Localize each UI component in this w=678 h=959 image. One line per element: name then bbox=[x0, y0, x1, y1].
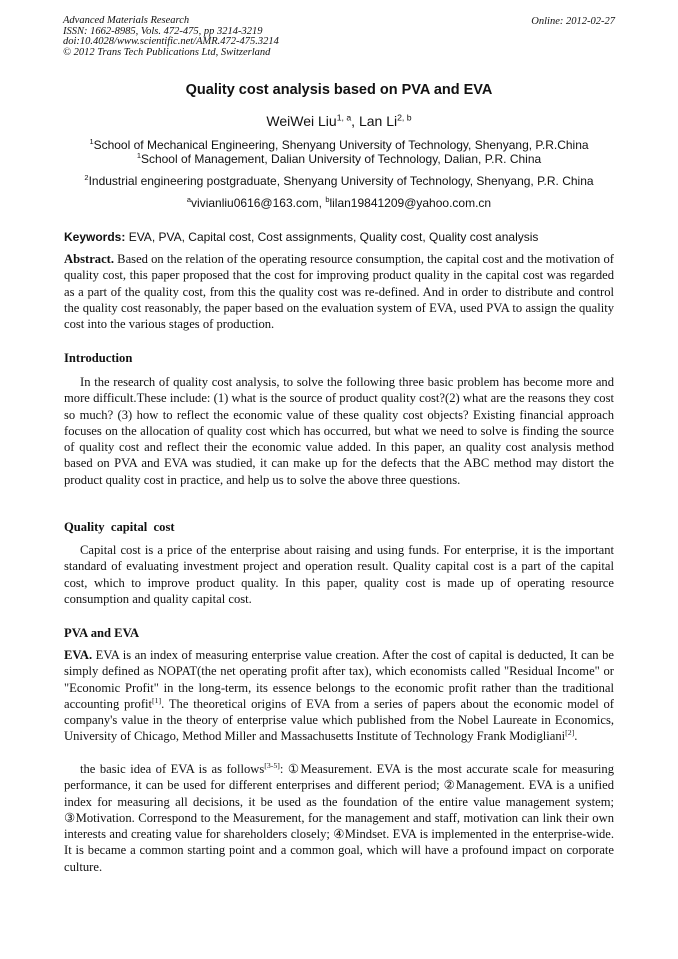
author-line bbox=[0, 113, 678, 129]
pva-eva-heading: PVA and EVA bbox=[64, 626, 140, 640]
affiliation-3-sup: 2 bbox=[84, 173, 89, 182]
affiliation-1 bbox=[0, 138, 678, 152]
abstract bbox=[64, 251, 614, 332]
copyright-line: © 2012 Trans Tech Publications Ltd, Switzerland bbox=[63, 46, 271, 58]
eva-basic-idea-paragraph bbox=[64, 761, 614, 875]
author-2-sup: 2, b bbox=[397, 112, 412, 123]
author-1-sup: 1, a bbox=[336, 112, 352, 123]
affiliation-2-sup: 1 bbox=[136, 151, 141, 160]
email-a-sup: a bbox=[186, 195, 192, 204]
affiliation-1-text: School of Mechanical Engineering, Shenyang University of Technology, Shenyang, P.R.China bbox=[93, 138, 589, 152]
affiliation-2-text: School of Management, Dalian University of Technology, Dalian, P.R. China bbox=[140, 152, 542, 166]
affiliation-3 bbox=[0, 174, 678, 188]
quality-capital-cost-text: Capital cost is a price of the enterprise about raising and using funds. For enterprise, it is the important standard of evaluating investment project and operation result. Quality capital cost is a part of the capital cost, which to improve product quality. In this paper, quality cost is made up of operating resource consumption and quality capital cost. bbox=[64, 543, 614, 606]
doi-line: doi:10.4028/www.scientific.net/AMR.472-475.3214 bbox=[63, 36, 279, 47]
email-b: lilan19841209@yahoo.com.cn bbox=[329, 196, 492, 210]
quality-capital-cost-heading: Quality capital cost bbox=[64, 520, 175, 534]
eva-text-3: . bbox=[574, 729, 578, 744]
abstract-text: Based on the relation of the operating resource consumption, the capital cost and the motivation of quality cost, this paper proposed that the cost for improving product quality in the capital cost was regarded as a part of the quality cost, from this the quality cost was re-defined. And in order to distribute and control the quality cost reasonably, the paper based on the evaluation system of EVA, used PVA to assign the quality cost into the various stages of production. bbox=[64, 252, 614, 332]
email-separator: , bbox=[318, 196, 326, 210]
basic-text-2: : ①Measurement. EVA is the most accurate scale for measuring performance, it can be used for different enterprises and different period; ②Management. EVA is a unified index for measuring all decisions, it be used as the foundation of the entire value management system; ③Motivation. Correspond to the Measurement, for the management and staff, motivation can link their own interests and creating value for shareholders closely; ④Mindset. EVA is implemented in the enterprise-wide. It is became a common starting point and a common goal, which will have a profound impact on corporate culture. bbox=[64, 762, 614, 874]
affiliation-3-text: Industrial engineering postgraduate, Shenyang University of Technology, Shenyang, P.R. China bbox=[88, 174, 594, 188]
introduction-heading: Introduction bbox=[64, 351, 133, 365]
affiliation-1-sup: 1 bbox=[89, 137, 94, 146]
abstract-label: Abstract. bbox=[64, 252, 115, 266]
basic-text-1: the basic idea of EVA is as follows bbox=[80, 762, 265, 776]
eva-text-1: EVA is an index of measuring enterprise value creation. After the cost of capital is deducted, It can be simply defined as NOPAT(the net operating profit after tax), which economists called "Residual Income" or "Economic Profit" in the long-term, its essence belongs to the economic profit rather than the traditional accounting profit bbox=[64, 648, 614, 711]
author-2-name: Lan Li bbox=[358, 113, 398, 129]
eva-ref-1: [1] bbox=[152, 695, 162, 705]
journal-header bbox=[63, 16, 279, 58]
email-line bbox=[0, 196, 678, 210]
keywords-label: Keywords: bbox=[64, 230, 126, 244]
paper-title: Quality cost analysis based on PVA and EVA bbox=[185, 82, 493, 98]
author-separator: , bbox=[351, 113, 359, 129]
issn-line: ISSN: 1662-8985, Vols. 472-475, pp 3214-3219 bbox=[63, 25, 263, 37]
author-1-name: WeiWei Liu bbox=[266, 113, 337, 129]
email-a: vivianliu0616@163.com bbox=[191, 196, 319, 210]
journal-name: Advanced Materials Research bbox=[63, 15, 190, 26]
eva-ref-2: [2] bbox=[565, 728, 575, 738]
affiliation-2 bbox=[0, 152, 678, 166]
eva-label: EVA. bbox=[64, 648, 93, 662]
eva-text-2: . The theoretical origins of EVA from a series of papers about the economic model of company's value in the theory of enterprise value which published from the Nobel Laureate in Economics, University of Chicago, Method Miller and Massachusetts Institute of Technology Frank Modigliani bbox=[64, 696, 614, 744]
online-date: Online: 2012-02-27 bbox=[531, 16, 615, 27]
keywords bbox=[64, 230, 538, 244]
eva-paragraph bbox=[64, 647, 614, 745]
keywords-text: EVA, PVA, Capital cost, Cost assignments, Quality cost, Quality cost analysis bbox=[125, 230, 539, 244]
introduction-text: In the research of quality cost analysis, to solve the following three basic problem has become more and more difficult.These include: (1) what is the source of product quality cost?(2) what are the reasons they cost so much? (3) how to reflect the economic value of these quality cost objects? Existing financial approach focuses on the allocation of quality cost which has occurred, but what we need to solve is finding the source of quality cost and reflect their the economic value added. In this paper, an quality cost analysis method based on PVA and EVA was studied, it can make up for the defects that the ABC method may distort the product quality cost in practice, and help us to solve the above three questions. bbox=[64, 375, 614, 487]
basic-ref: [3-5] bbox=[264, 760, 280, 770]
email-b-sup: b bbox=[325, 195, 330, 204]
